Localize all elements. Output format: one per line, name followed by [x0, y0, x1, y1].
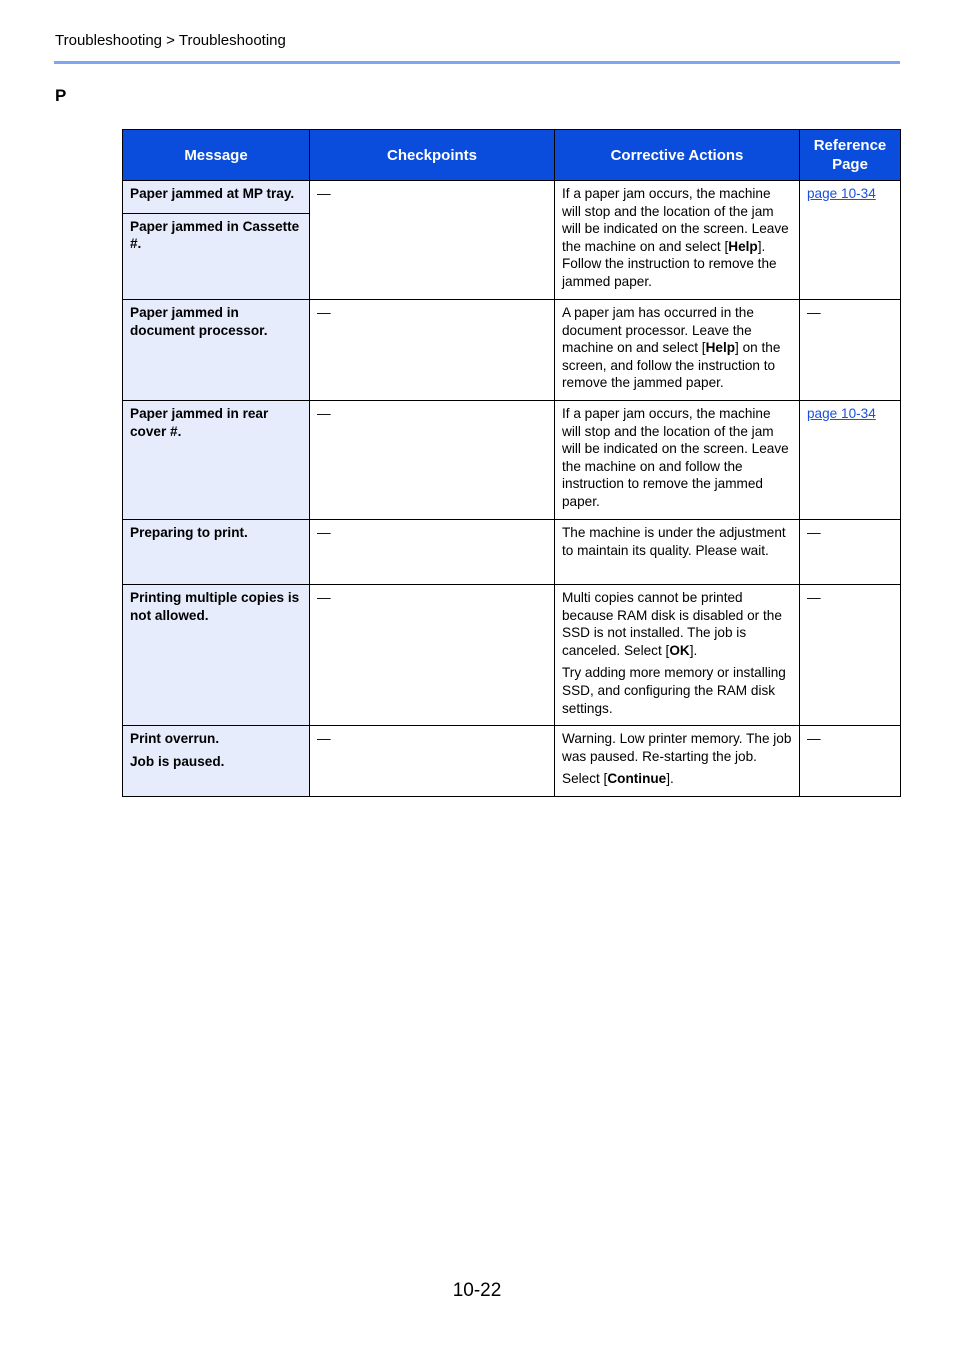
corrective-action-cell	[555, 401, 800, 520]
action-text: ].	[689, 642, 698, 658]
corrective-action-paragraph	[562, 589, 792, 659]
action-text: The machine is under the adjustment to maintain its quality. Please wait.	[562, 525, 786, 558]
message-text: Preparing to print.	[130, 525, 248, 540]
checkpoints-cell: —	[310, 520, 555, 585]
checkpoints-cell: —	[310, 401, 555, 520]
message-cell	[123, 181, 310, 300]
corrective-action-cell	[555, 300, 800, 401]
table-header-row	[123, 130, 901, 181]
reference-cell: —	[800, 300, 901, 401]
action-text: Multi copies cannot be printed because RAM disk is disabled or the SSD is not installed. The job is canceled. Select [	[562, 590, 782, 658]
message-text: Printing multiple copies is not allowed.	[130, 590, 300, 623]
checkpoints-cell: —	[310, 585, 555, 726]
message-cell	[123, 585, 310, 726]
reference-cell	[800, 181, 901, 300]
action-text: A paper jam has occurred in the document processor. Leave the machine on and select [	[562, 305, 754, 356]
corrective-action-paragraph	[562, 730, 792, 765]
corrective-action-cell	[555, 585, 800, 726]
breadcrumb: Troubleshooting > Troubleshooting	[55, 32, 286, 49]
reference-cell	[800, 401, 901, 520]
column-header-message: Message	[123, 130, 310, 181]
message-text: Print overrun.	[130, 731, 220, 747]
corrective-action-paragraph	[562, 770, 792, 788]
action-text: ] on the screen, and follow the instruction to remove the jammed paper.	[562, 340, 781, 391]
page-number: 10-22	[452, 1280, 502, 1301]
corrective-action-cell	[555, 726, 800, 797]
corrective-action-paragraph	[562, 664, 792, 717]
message-cell	[123, 726, 310, 797]
reference-page-link[interactable]: page 10-34	[807, 186, 876, 201]
table-row	[123, 726, 901, 797]
section-letter: P	[55, 86, 67, 105]
corrective-action-paragraph	[562, 304, 792, 392]
action-text: Try adding more memory or installing SSD, and configuring the RAM disk settings.	[562, 665, 786, 716]
column-header-reference-page: Reference Page	[800, 130, 901, 181]
reference-cell: —	[800, 520, 901, 585]
header-divider	[54, 61, 900, 64]
corrective-action-cell	[555, 520, 800, 585]
table-row	[123, 300, 901, 401]
key-name: Continue	[607, 771, 667, 787]
table-row	[123, 585, 901, 726]
message-cell	[123, 520, 310, 585]
troubleshooting-table	[122, 129, 901, 797]
key-name: OK	[669, 642, 690, 658]
table-body	[123, 181, 901, 797]
action-text: ].	[666, 771, 674, 787]
checkpoints-cell: —	[310, 181, 555, 300]
action-text: ]. Follow the instruction to remove the jammed paper.	[562, 238, 777, 289]
checkpoints-cell: —	[310, 300, 555, 401]
corrective-action-paragraph	[562, 185, 792, 291]
action-text: Warning. Low printer memory. The job was paused. Re-starting the job.	[562, 731, 792, 764]
column-header-corrective-actions: Corrective Actions	[555, 130, 800, 181]
action-text: If a paper jam occurs, the machine will stop and the location of the jam will be indicated on the screen. Leave the machine on and follow the instruction to remove the jammed paper.	[562, 406, 789, 509]
checkpoints-cell: —	[310, 726, 555, 797]
corrective-action-paragraph	[562, 405, 792, 511]
table-row	[123, 401, 901, 520]
message-text: Paper jammed in rear cover #.	[130, 406, 269, 439]
column-header-checkpoints: Checkpoints	[310, 130, 555, 181]
reference-cell: —	[800, 726, 901, 797]
corrective-action-paragraph	[562, 524, 792, 559]
message-text: Job is paused.	[130, 753, 225, 769]
message-text: Paper jammed in document processor.	[130, 305, 268, 338]
reference-cell: —	[800, 585, 901, 726]
message-text: Paper jammed in Cassette #.	[123, 213, 309, 263]
action-text: If a paper jam occurs, the machine will stop and the location of the jam will be indicated on the screen. Leave the machine on and select [	[562, 186, 789, 254]
key-name: Help	[705, 340, 736, 356]
action-text: Select [	[562, 771, 608, 787]
message-text: Paper jammed at MP tray.	[130, 186, 295, 201]
corrective-action-cell	[555, 181, 800, 300]
reference-page-link[interactable]: page 10-34	[807, 406, 876, 421]
table-row	[123, 520, 901, 585]
table-row	[123, 181, 901, 300]
message-cell	[123, 401, 310, 520]
message-cell	[123, 300, 310, 401]
key-name: Help	[728, 238, 758, 254]
